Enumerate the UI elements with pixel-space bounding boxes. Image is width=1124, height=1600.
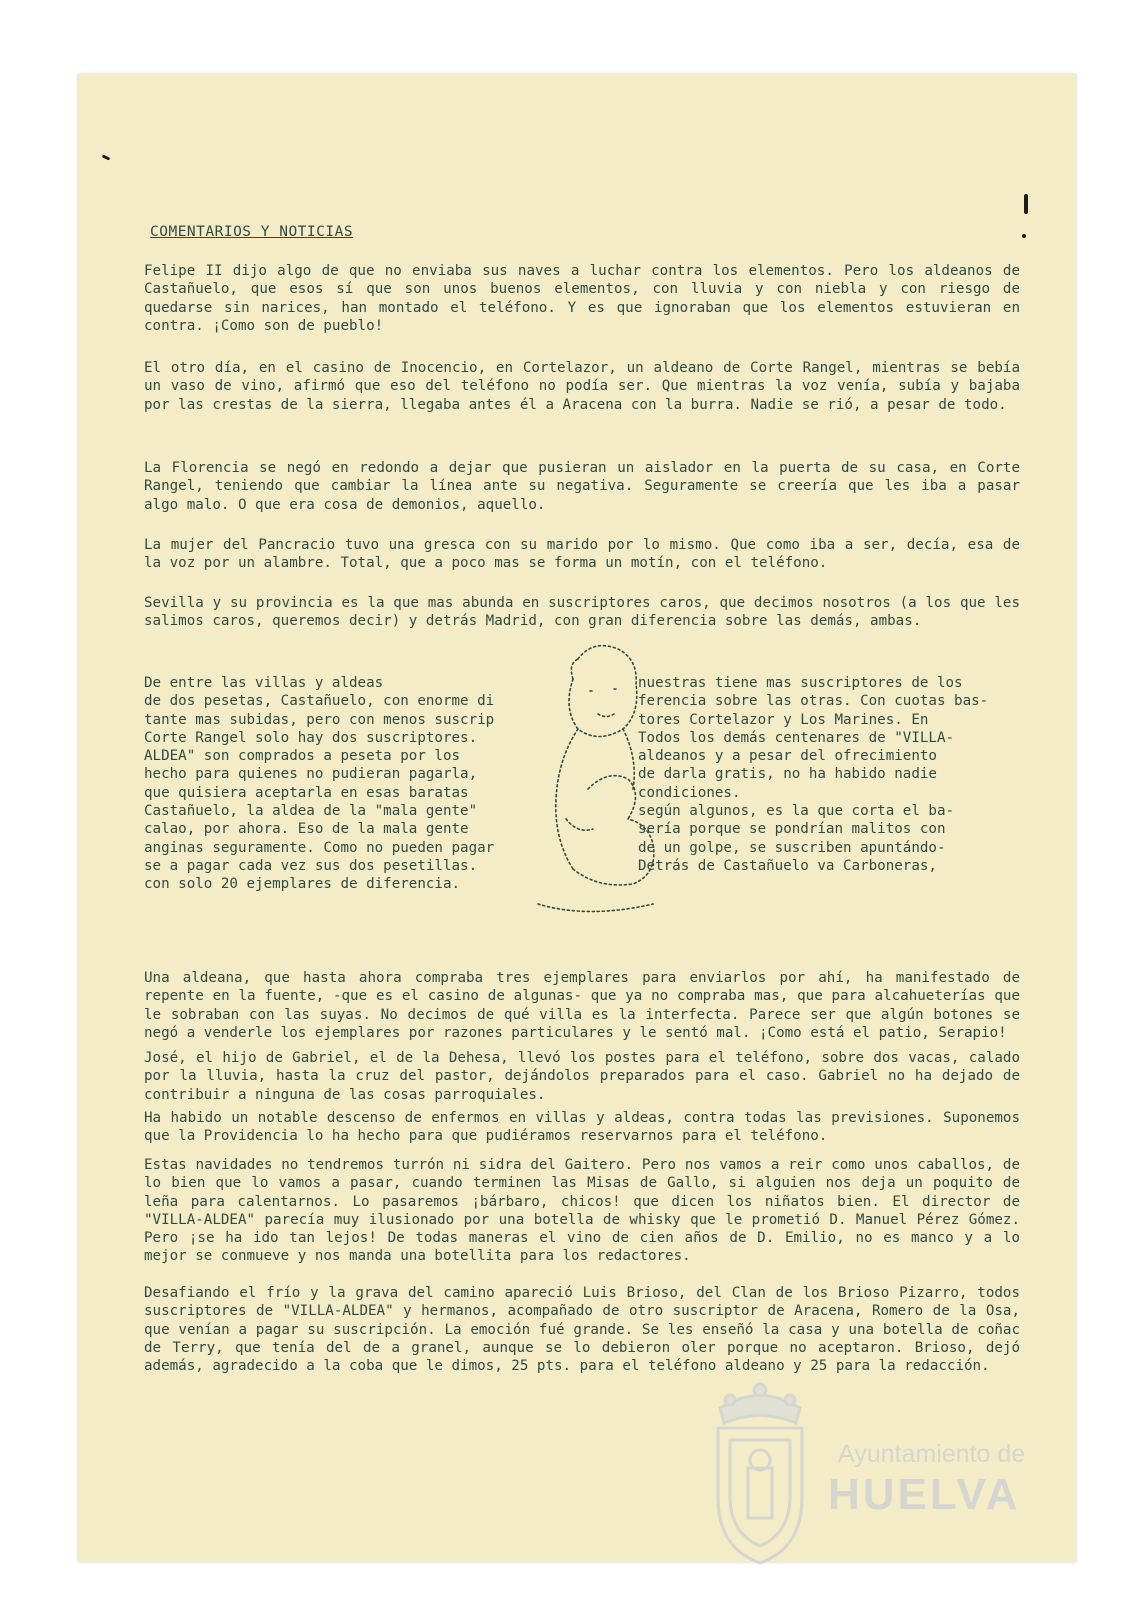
city-council-watermark	[700, 1378, 1040, 1568]
paragraph: Una aldeana, que hasta ahora compraba tres ejemplares para enviarlos por ahí, ha manifestado de repente en la fuente, -que es el casino de algunas- que ya no compraba mas, que para alcahueterías que le sobraban con las suyas. No decimos de qué villa es la interfecta. Parece ser que algún botones se negó a venderle los ejemplares por razones particulares y le sentó mal. ¡Como está el patio, Serapio!	[144, 970, 1020, 1041]
text-line: ALDEA" son comprados a peseta por los	[144, 748, 461, 765]
watermark-line1: Ayuntamiento de	[838, 1440, 1026, 1468]
paragraph: Ha habido un notable descenso de enfermos en villas y aldeas, contra todas las previsiones. Suponemos que la Providencia lo ha hecho para que pudiéramos reservarnos para el teléfono.	[144, 1110, 1020, 1145]
text-line: Castañuelo, la aldea de la "mala gente"	[144, 803, 478, 820]
paragraph: Felipe II dijo algo de que no enviaba sus naves a luchar contra los elementos. Pero los aldeanos de Castañuelo, que esos sí que son unos buenos elementos, con lluvia y con niebla y con riesgo de quedarse sin narices, han montado el teléfono. Y es que ignoraban que los elementos estuvieran en contra. ¡Como son de pueblo!	[144, 263, 1020, 334]
text-line: Corte Rangel solo hay dos suscriptores.	[144, 729, 478, 746]
text-line: condiciones.	[638, 784, 741, 801]
text-line: De entre las villas y aldeas	[144, 675, 384, 691]
text-line: tores Cortelazor y Los Marines. En	[638, 711, 929, 728]
text-line: Detrás de Castañuelo va Carboneras,	[638, 857, 937, 874]
text-line: se a pagar cada vez sus dos pesetillas.	[144, 857, 478, 874]
wrapped-text-right	[638, 674, 1023, 875]
text-line: Todos los demás centenares de "VILLA-	[638, 729, 955, 746]
paragraph: Estas navidades no tendremos turrón ni sidra del Gaitero. Pero nos vamos a reir como unos caballos, de lo bien que lo vamos a pasar, cuando terminen las Misas de Gallo, si alguien nos deja un poquito de leña para calentarnos. Lo pasaremos ¡bárbaro, chicos! que dicen los niñatos bien. El director de "VILLA-ALDEA" parecía muy ilusionado por una botella de whisky que le prometió D. Manuel Pérez Gómez. Pero ¡se ha ido tan lejos! De todas maneras el vino de cien años de D. Emilio, no es manco y a lo mejor se conmueve y nos manda una botellita para los redactores.	[144, 1157, 1020, 1265]
text-line: de darla gratis, no ha habido nadie	[638, 766, 937, 783]
section-heading: COMENTARIOS Y NOTICIAS	[150, 224, 354, 240]
text-line: ferencia sobre las otras. Con cuotas bas-	[638, 693, 989, 710]
text-line: de dos pesetas, Castañuelo, con enorme di	[144, 693, 495, 710]
text-line: anginas seguramente. Como no pueden pagar	[144, 839, 495, 856]
watermark-line2: HUELVA	[828, 1470, 1021, 1519]
paragraph: La mujer del Pancracio tuvo una gresca con su marido por lo mismo. Que como iba a ser, decía, esa de la voz por un alambre. Total, que a poco mas se forma un motín, con el teléfono.	[144, 537, 1020, 572]
margin-mark-right	[1024, 194, 1028, 214]
paragraph: Desafiando el frío y la grava del camino apareció Luis Brioso, del Clan de los Brioso Pizarro, todos suscriptores de "VILLA-ALDEA" y hermanos, acompañado de otro suscriptor de Aracena, Romero de la Osa, que venían a pagar su suscripción. La emoción fué grande. Se les enseñó la casa y una botella de coñac de Terry, que tenía del de a granel, aunque se lo debieron oler porque no aceptaron. Brioso, dejó además, agradecido a la coba que le dimos, 25 pts. para el teléfono aldeano y 25 para la redacción.	[144, 1285, 1020, 1375]
paragraph: José, el hijo de Gabriel, el de la Dehesa, llevó los postes para el teléfono, sobre dos vacas, calado por la lluvia, hasta la cruz del pastor, dejándolos preparados para el caso. Gabriel no ha dejado de contribuir a ninguna de las cosas parroquiales.	[144, 1050, 1020, 1103]
typed-figure-illustration	[518, 619, 668, 919]
margin-dot-right	[1022, 234, 1026, 238]
text-line: tante mas subidas, pero con menos suscrip	[144, 711, 495, 728]
paragraph: Sevilla y su provincia es la que mas abunda en suscriptores caros, que decimos nosotros (a los que les salimos caros, queremos decir) y detrás Madrid, con gran diferencia sobre las demás, ambas.	[144, 595, 1020, 630]
margin-mark-left	[102, 154, 111, 160]
text-line: con solo 20 ejemplares de diferencia.	[144, 876, 461, 893]
text-line: de un golpe, se suscriben apuntándo-	[638, 839, 946, 856]
paragraph: El otro día, en el casino de Inocencio, en Cortelazor, un aldeano de Corte Rangel, mientras se bebía un vaso de vino, afirmó que eso del teléfono no podía ser. Que mientras la voz venía, subía y bajaba por las crestas de la sierra, llegaba antes él a Aracena con la burra. Nadie se rió, a pesar de todo.	[144, 360, 1020, 413]
text-line: hecho para quienes no pudieran pagarla,	[144, 766, 478, 783]
text-line: que quisiera aceptarla en esas baratas	[144, 784, 469, 801]
text-line: aldeanos y a pesar del ofrecimiento	[638, 748, 937, 765]
text-line: sería porque se pondrían malitos con	[638, 821, 946, 838]
text-line: calao, por ahora. Eso de la mala gente	[144, 821, 469, 838]
text-line: nuestras tiene mas suscriptores de los	[638, 675, 963, 691]
text-line: según algunos, es la que corta el ba-	[638, 803, 955, 820]
paragraph: La Florencia se negó en redondo a dejar que pusieran un aislador en la puerta de su casa, en Corte Rangel, teniendo que cambiar la línea ante su negativa. Seguramente se creería que les iba a pasar algo malo. O que era cosa de demonios, aquello.	[144, 460, 1020, 513]
document-page	[78, 74, 1076, 1562]
wrapped-text-left	[144, 674, 504, 894]
coat-of-arms-icon	[700, 1378, 820, 1568]
